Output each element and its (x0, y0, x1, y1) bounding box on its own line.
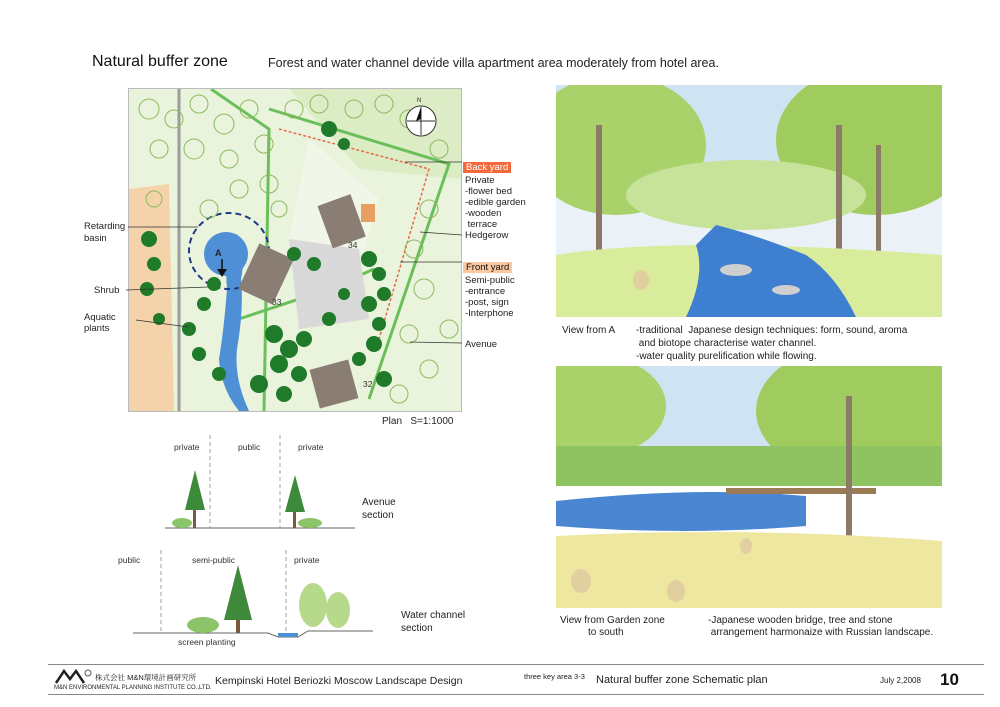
front-yard-line-1: Semi-public (465, 275, 515, 286)
key-area-label: three key area 3-3 (524, 672, 585, 681)
back-yard-line-5: terrace (465, 219, 498, 230)
water-section-title-2: section (401, 623, 433, 634)
right-leader-lines (400, 150, 470, 350)
view-a-desc-2: and biotope characterise water channel. (636, 338, 817, 349)
building-34-label: 34 (348, 240, 358, 250)
north-label: N (417, 98, 422, 104)
sketch-view-a (556, 85, 942, 317)
back-yard-line-1: Private (465, 175, 495, 186)
avenue-section-label-public: public (238, 442, 261, 452)
aquatic-plants-label-2: plants (84, 323, 110, 334)
footer-bottom-divider (48, 694, 984, 695)
back-yard-tag: Back yard (463, 162, 511, 173)
avenue-section-title-2: section (362, 510, 394, 521)
sheet-title: Natural buffer zone Schematic plan (596, 674, 768, 686)
retarding-basin-label-1: Retarding (84, 221, 126, 232)
company-name-en: M&N ENVIRONMENTAL PLANNING INSTITUTE CO.,LTD. (54, 685, 212, 691)
water-section-label-semi-public: semi-public (192, 555, 235, 565)
view-a-caption: View from A (562, 325, 616, 336)
sheet-date: July 2,2008 (880, 676, 921, 685)
project-name: Kempinski Hotel Beriozki Moscow Landscape Design (215, 675, 463, 687)
view-garden-desc-1: -Japanese wooden bridge, tree and stone (708, 615, 893, 626)
company-logo (54, 667, 94, 685)
page-title: Natural buffer zone (92, 53, 228, 70)
plan-scale (382, 416, 453, 427)
avenue-section-label-private-right: private (298, 442, 324, 452)
sketch-view-a-image (556, 85, 942, 317)
back-yard-line-4: -wooden (465, 208, 502, 219)
back-yard-line-2: -flower bed (465, 186, 512, 197)
water-section-label-public: public (118, 555, 141, 565)
page-subtitle: Forest and water channel devide villa apartment area moderately from hotel area. (268, 56, 719, 70)
avenue-section-title-1: Avenue (362, 497, 396, 508)
view-a-desc-1: -traditional Japanese design techniques: form, sound, aroma (636, 325, 908, 336)
avenue-section-label-private-left: private (174, 442, 200, 452)
screen-planting-label: screen planting (178, 637, 236, 647)
water-section-title-1: Water channel (401, 610, 466, 621)
water-section-label-private: private (294, 555, 320, 565)
view-a-desc-3: -water quality purelification while flowing. (636, 351, 817, 362)
plan-scale-value: S=1:1000 (410, 416, 454, 427)
viewpoint-marker: A (215, 248, 222, 258)
view-garden-desc-2: arrangement harmonaize with Russian landscape. (708, 627, 934, 638)
sketch-view-garden-image (556, 366, 942, 608)
left-leader-lines (118, 215, 218, 335)
front-yard-tag: Front yard (463, 262, 512, 273)
shrub-label: Shrub (94, 285, 120, 296)
footer-top-divider (48, 664, 984, 665)
view-garden-caption-1: View from Garden zone (560, 615, 665, 626)
page-number: 10 (940, 670, 959, 689)
water-section-drawing (128, 545, 378, 640)
plan-scale-label: Plan (382, 416, 403, 427)
front-yard-block (463, 257, 515, 319)
building-33-label: 33 (272, 297, 282, 307)
avenue-label: Avenue (465, 339, 498, 350)
hedgerow-label: Hedgerow (465, 230, 509, 241)
retarding-basin-label-2: basin (84, 233, 107, 244)
company-name-jp: 株式会社 M&N環境計画研究所 (95, 673, 197, 682)
sketch-view-garden (556, 366, 942, 608)
front-yard-line-2: -entrance (465, 286, 506, 297)
view-garden-caption-2: to south (588, 627, 624, 638)
aquatic-plants-label-1: Aquatic (84, 312, 116, 323)
front-yard-line-3: -post, sign (465, 297, 509, 308)
front-yard-line-4: -Interphone (465, 308, 514, 319)
back-yard-block (463, 157, 526, 230)
back-yard-line-3: -edible garden (465, 197, 526, 208)
building-32-label: 32 (363, 379, 373, 389)
